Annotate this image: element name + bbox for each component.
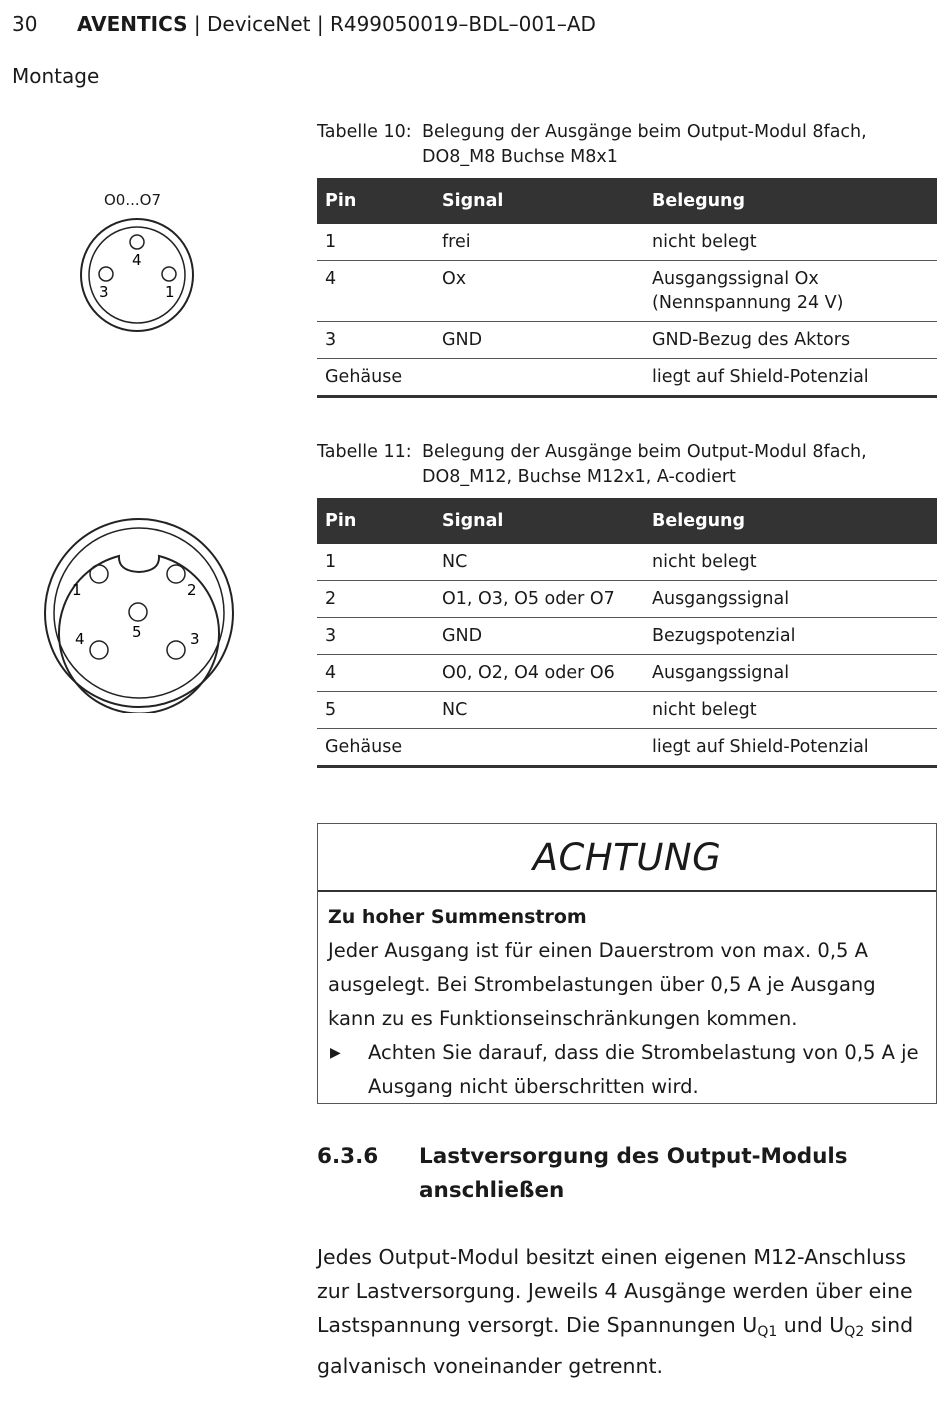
m12-pin-2-label: 2: [187, 581, 197, 599]
table-row: [317, 261, 937, 322]
table-cell-pin: Gehäuse: [317, 359, 434, 397]
m8-inner-ring: [89, 227, 185, 323]
warning-bullet: [328, 1036, 926, 1104]
brand-name: AVENTICS: [77, 12, 188, 36]
section-heading: [317, 1140, 917, 1210]
warning-body: [318, 892, 936, 1104]
table10-header-row: [317, 178, 937, 224]
table10-header-signal: Signal: [434, 178, 644, 224]
m12-pin-3-hole: [167, 641, 185, 659]
table-cell-belegung: Bezugspotenzial: [644, 618, 937, 655]
paragraph-text-before: Jedes Output-Modul besitzt einen eigenen M12-Anschluss zur Lastversorgung. Jeweils 4 Ausgänge werden über eine Lastspannung versorgt. Die Spannungen U: [317, 1245, 913, 1337]
table-cell-pin: 5: [317, 692, 434, 729]
table-cell-signal: O1, O3, O5 oder O7: [434, 581, 644, 618]
m12-pin-4-label: 4: [75, 630, 85, 648]
m8-connector-diagram: [76, 215, 198, 337]
table-cell-pin: 2: [317, 581, 434, 618]
document-title: [77, 12, 596, 36]
m12-pin-5-hole: [129, 603, 147, 621]
table11: [317, 498, 937, 768]
table-cell-pin: 1: [317, 224, 434, 261]
table-cell-signal: NC: [434, 544, 644, 581]
m12-inner-ring: [54, 528, 224, 698]
table-cell-signal: Ox: [434, 261, 644, 322]
warning-box: [317, 823, 937, 1104]
paragraph-sub-q2: Q2: [844, 1324, 865, 1340]
warning-bullet-text: Achten Sie darauf, dass die Strombelastung von 0,5 A je Ausgang nicht überschritten wird.: [368, 1041, 919, 1098]
section-title: Lastversorgung des Output-Moduls anschließen: [419, 1144, 848, 1203]
m8-pin-1-label: 1: [165, 283, 175, 301]
warning-text: Jeder Ausgang ist für einen Dauerstrom von max. 0,5 A ausgelegt. Bei Strombelastungen über 0,5 A je Ausgang kann zu es Funktionseinschränkungen kommen.: [328, 939, 876, 1030]
table-cell-signal: [434, 729, 644, 767]
m12-pin-1-label: 1: [72, 581, 82, 599]
table-cell-pin: 3: [317, 618, 434, 655]
page-number: 30: [12, 12, 38, 36]
section-number: 6.3.6: [317, 1144, 379, 1169]
table-cell-signal: GND: [434, 618, 644, 655]
table-row: [317, 618, 937, 655]
table11-header-signal: Signal: [434, 498, 644, 544]
m8-pin-3-hole: [99, 267, 113, 281]
table10: [317, 178, 937, 398]
table11-header-belegung: Belegung: [644, 498, 937, 544]
table-cell-pin: 3: [317, 322, 434, 359]
m12-pin-3-label: 3: [190, 630, 200, 648]
table10-caption-text: Belegung der Ausgänge beim Output-Modul 8fach, DO8_M8 Buchse M8x1: [422, 122, 867, 167]
table-cell-signal: O0, O2, O4 oder O6: [434, 655, 644, 692]
section-label: Montage: [12, 64, 100, 88]
table10-caption-number: Tabelle 10:: [317, 122, 412, 142]
table-cell-belegung: liegt auf Shield-Potenzial: [644, 359, 937, 397]
m12-connector-diagram: [40, 515, 238, 713]
m8-pin-4-label: 4: [132, 251, 142, 269]
table10-header-belegung: Belegung: [644, 178, 937, 224]
m8-connector-label: O0...O7: [104, 191, 162, 209]
m12-pin-4-hole: [90, 641, 108, 659]
paragraph-text-mid: und U: [777, 1313, 845, 1337]
table-row: [317, 729, 937, 767]
table-row: [317, 224, 937, 261]
table11-caption-text: Belegung der Ausgänge beim Output-Modul 8fach, DO8_M12, Buchse M12x1, A-codiert: [422, 442, 867, 487]
table-cell-pin: 1: [317, 544, 434, 581]
document-title-rest: | DeviceNet | R499050019–BDL–001–AD: [187, 12, 596, 36]
body-paragraph: [317, 1240, 939, 1383]
table-row: [317, 692, 937, 729]
warning-title: Zu hoher Summenstrom: [328, 906, 587, 928]
table10-caption: [317, 120, 947, 172]
paragraph-sub-q1: Q1: [757, 1324, 778, 1340]
table-row: [317, 544, 937, 581]
table-row: [317, 581, 937, 618]
m12-pin-5-label: 5: [132, 623, 142, 641]
table-cell-pin: Gehäuse: [317, 729, 434, 767]
warning-heading: ACHTUNG: [318, 824, 936, 892]
paragraph-text-after: sind galvanisch voneinander getrennt.: [317, 1313, 914, 1378]
table-cell-pin: 4: [317, 261, 434, 322]
table-cell-belegung: nicht belegt: [644, 692, 937, 729]
m8-pin-1-hole: [162, 267, 176, 281]
table-cell-belegung: nicht belegt: [644, 544, 937, 581]
table-cell-belegung: Ausgangssignal: [644, 655, 937, 692]
table11-header-row: [317, 498, 937, 544]
table-cell-pin: 4: [317, 655, 434, 692]
table-cell-signal: GND: [434, 322, 644, 359]
table10-header-pin: Pin: [317, 178, 434, 224]
m8-pin-3-label: 3: [99, 283, 109, 301]
table-cell-belegung: GND-Bezug des Aktors: [644, 322, 937, 359]
table-cell-belegung: Ausgangssignal: [644, 581, 937, 618]
table-row: [317, 655, 937, 692]
table-cell-signal: [434, 359, 644, 397]
table11-caption-number: Tabelle 11:: [317, 442, 412, 462]
m12-pin-1-hole: [90, 565, 108, 583]
m12-pin-2-hole: [167, 565, 185, 583]
table-cell-belegung: liegt auf Shield-Potenzial: [644, 729, 937, 767]
bullet-arrow-icon: ▶: [330, 1045, 341, 1061]
table11-caption: [317, 440, 947, 492]
table-cell-signal: frei: [434, 224, 644, 261]
table-row: [317, 322, 937, 359]
table-cell-signal: NC: [434, 692, 644, 729]
table-cell-belegung: nicht belegt: [644, 224, 937, 261]
table-row: [317, 359, 937, 397]
table11-header-pin: Pin: [317, 498, 434, 544]
m8-pin-4-hole: [130, 235, 144, 249]
table-cell-belegung: Ausgangssignal Ox (Nennspannung 24 V): [644, 261, 937, 322]
